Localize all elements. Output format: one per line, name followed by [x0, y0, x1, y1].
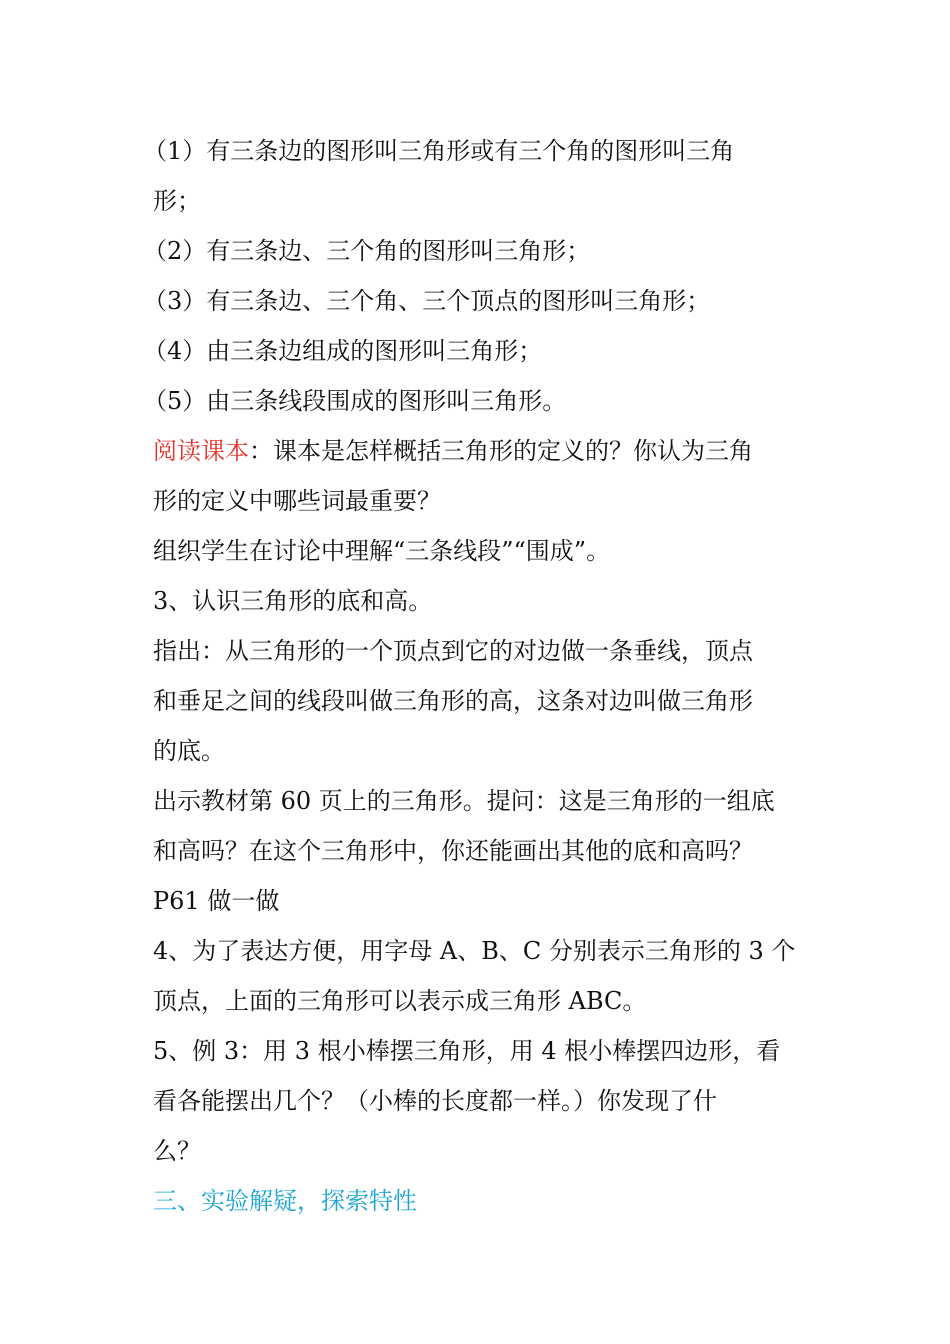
definition-item-5: （5）由三条线段围成的图形叫三角形。 — [143, 387, 567, 415]
point-out-line-1: 指出：从三角形的一个顶点到它的对边做一条垂线，顶点 — [153, 637, 753, 665]
point-out-line-3: 的底。 — [153, 737, 225, 765]
p61-exercise: P61 做一做 — [153, 887, 280, 915]
step-5-line-1: 5、例 3：用 3 根小棒摆三角形，用 4 根小棒摆四边形，看 — [153, 1037, 781, 1065]
definition-item-3: （3）有三条边、三个角、三个顶点的图形叫三角形； — [143, 287, 711, 315]
step-5-line-2: 看各能摆出几个？（小棒的长度都一样。）你发现了什 — [153, 1087, 717, 1115]
section-3-heading: 三、实验解疑，探索特性 — [153, 1187, 417, 1215]
read-textbook-text: ：课本是怎样概括三角形的定义的？你认为三角 — [249, 437, 753, 465]
read-textbook-line-1 — [153, 426, 833, 476]
step-5-line-3: 么？ — [153, 1137, 201, 1165]
definition-item-1-line-1: （1）有三条边的图形叫三角形或有三个角的图形叫三角 — [143, 137, 735, 165]
show-textbook-line-2: 和高吗？在这个三角形中，你还能画出其他的底和高吗？ — [153, 837, 753, 865]
definition-item-2: （2）有三条边、三个角的图形叫三角形； — [143, 237, 591, 265]
definition-item-1-line-2: 形； — [153, 187, 201, 215]
read-textbook-label: 阅读课本 — [153, 437, 249, 465]
point-out-line-2: 和垂足之间的线段叫做三角形的高，这条对边叫做三角形 — [153, 687, 753, 715]
show-textbook-line-1: 出示教材第 60 页上的三角形。提问：这是三角形的一组底 — [153, 787, 775, 815]
organize-discussion: 组织学生在讨论中理解“三条线段”“围成”。 — [153, 537, 611, 565]
step-4-line-2: 顶点，上面的三角形可以表示成三角形 ABC。 — [153, 987, 647, 1015]
document-body — [143, 126, 833, 1226]
step-4-line-1: 4、为了表达方便，用字母 A、B、C 分别表示三角形的 3 个 — [153, 937, 796, 965]
read-textbook-line-2: 形的定义中哪些词最重要？ — [153, 487, 441, 515]
step-3: 3、认识三角形的底和高。 — [153, 587, 433, 615]
definition-item-4: （4）由三条边组成的图形叫三角形； — [143, 337, 543, 365]
